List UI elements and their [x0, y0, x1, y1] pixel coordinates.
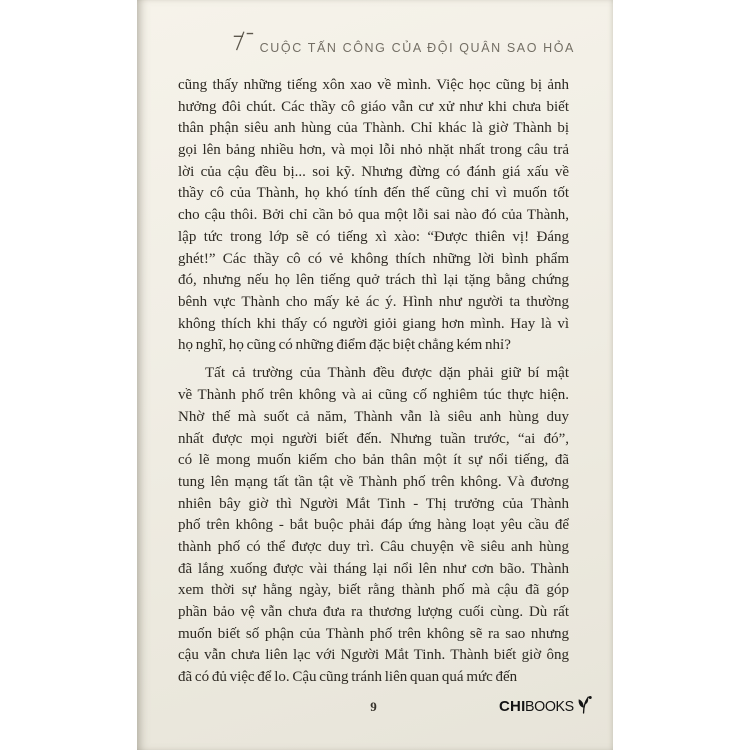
text-line: thành phố có thể được duy trì. Câu chuyện về siêu anh hùng [178, 538, 569, 555]
text-line: muốn biết số phận của Thành phố trên không sẽ ra sao nhưng [178, 625, 569, 642]
text-line: hưởng đôi chút. Các thầy cô giáo vẫn cư xử như khi chưa biết [178, 98, 569, 115]
running-header-title: CUỘC TẤN CÔNG CỦA ĐỘI QUÂN SAO HỎA [259, 41, 575, 55]
text-line: xem thời sự hằng ngày, biết rằng thành phố mà cậu đã góp [178, 582, 569, 599]
header-ornament-icon [231, 28, 255, 52]
book-page [137, 0, 613, 750]
text-line: cũng thấy những tiếng xôn xao về mình. Việc học cũng bị ảnh [178, 77, 569, 93]
text-line: không thích khi thấy có người giỏi giang hơn mình. Hay là vì [178, 315, 569, 332]
logo-text-books: BOOKS [525, 698, 575, 715]
text-line: đã có đủ việc để lo. Cậu cũng tránh liên quan quá mức đến [178, 669, 518, 686]
text-line: cho cậu thôi. Bởi chỉ cần bỏ qua một lỗi sai nào đó của Thành, [178, 207, 569, 224]
page-number: 9 [370, 699, 377, 714]
text-line: nhất được mọi người biết đến. Nhưng tuần trước, “ai đó”, [178, 430, 569, 447]
text-line: lập tức trong lớp sẽ có tiếng xì xào: “Được thiên vị! Đáng [178, 228, 569, 245]
text-line: cậu vẫn chưa liên lạc với Người Mắt Tinh. Thành biết giờ ông [178, 647, 569, 664]
text-line: nhiên bây giờ thì Người Mắt Tinh - Thị trưởng của Thành [178, 495, 569, 512]
text-line: Tất cả trường của Thành đều được dặn phải giữ bí mật [205, 365, 569, 382]
text-line: họ nghĩ, họ cũng có những điểm đặc biệt chẳng kém nhỉ? [178, 337, 511, 354]
text-line: bênh vực Thành cho mấy kẻ ác ý. Hình như người ta thường [178, 293, 569, 310]
text-line: có lẽ mong muốn kiếm cho bản thân một ít sự nổi tiếng, đã [178, 452, 569, 469]
text-line: đó, nhưng nếu họ lên tiếng quở trách thì lại tặng bằng chứng [178, 272, 569, 289]
text-line: đã lắng xuống được vài tháng lại nổi lên như cơn bão. Thành [178, 560, 569, 577]
text-line: lời của cậu đều bị... soi kỹ. Nhưng đừng có đánh giá xấu về [178, 163, 569, 180]
text-line: phần bảo vệ vẫn chưa đưa ra thương lượng cuối cùng. Dù rất [178, 604, 569, 620]
text-line: về Thành phố trên không và ai cũng cố nghiêm túc thực hiện. [178, 387, 569, 404]
text-line: gọi lên bảng nhiều hơn, và mọi lỗi nhỏ nhặt nhất trong câu trả [178, 142, 569, 159]
chibooks-logo [499, 698, 592, 715]
logo-text-chi: CHI [499, 698, 526, 715]
text-line: phố trên không - bắt buộc phải đáp ứng hàng loạt yêu cầu để [178, 517, 569, 534]
text-line: thân phận siêu anh hùng của Thành. Chỉ khác là giờ Thành bị [178, 120, 569, 137]
running-header [231, 28, 575, 55]
text-line: Nhờ thế mà suốt cả năm, Thành vẫn là siêu anh hùng duy [178, 408, 569, 425]
text-line: tung lên mạng tất tần tật về Thành phố trên không. Và đương [178, 473, 569, 490]
sprout-icon [576, 695, 592, 714]
page-body-text [178, 75, 569, 689]
text-line: ghét!” Các thầy cô có vẻ không thích những lời bình phẩm [178, 250, 569, 267]
text-line: thầy cô của Thành, họ khó tính đến thế cũng chỉ vì muốn tốt [178, 185, 569, 202]
